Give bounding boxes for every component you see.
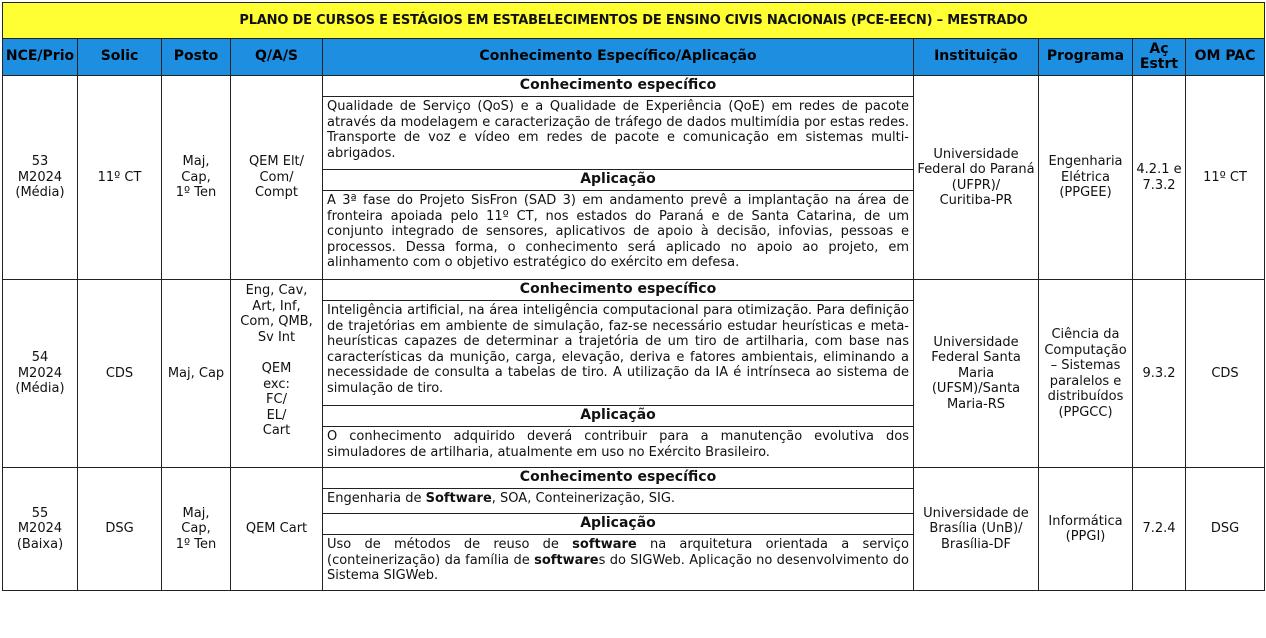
text-part-bold: software	[572, 537, 637, 552]
header-qas: Q/A/S	[231, 39, 323, 76]
cell-conhecimento-text: Inteligência artificial, na área inteligência computacional para otimização. Para definição de trajetórias em ambiente de simulação, faz-se necessário estudar heurísticas e meta-heurísticas capazes de determinar a trajetória de um tiro de artilharia, com base nas características da munição, carga, elevação, deriva e fatores ambientais, eliminando a necessidade de consulta a tabelas de tiro. A utilização da IA é intrínseca ao sistema de simulação de tiro.	[323, 301, 914, 406]
text-part: Uso de métodos de reuso de	[327, 537, 573, 552]
cell-ompac: DSG	[1186, 468, 1265, 591]
cell-posto: Maj, Cap, 1º Ten	[162, 76, 231, 280]
cell-ompac: 11º CT	[1186, 76, 1265, 280]
cell-solic: DSG	[78, 468, 162, 591]
label-aplicacao: Aplicação	[323, 406, 914, 427]
cell-instituicao: Universidade de Brasília (UnB)/ Brasília-DF	[914, 468, 1039, 591]
table-row	[3, 280, 1265, 301]
text-part-bold: Software	[425, 491, 492, 506]
cell-nce: 53 M2024 (Média)	[3, 76, 78, 280]
cell-acestrt: 4.2.1 e 7.3.2	[1133, 76, 1186, 280]
header-posto: Posto	[162, 39, 231, 76]
table-row	[3, 468, 1265, 489]
qas-qem: QEM exc: FC/ EL/ Cart	[261, 361, 292, 438]
cell-acestrt: 9.3.2	[1133, 280, 1186, 468]
cell-conhecimento-text: Qualidade de Serviço (QoS) e a Qualidade de Experiência (QoE) em redes de pacote através da modelagem e caracterização de tráfego de dados multimídia por estas redes. Transporte de voz e vídeo em redes de pacote e comunicação em sistemas multi-abrigados.	[323, 97, 914, 170]
text-part: s do SIGWeb. Aplicação no desenvolvimento do Sistema SIGWeb.	[327, 552, 909, 583]
cell-instituicao: Universidade Federal do Paraná (UFPR)/ Curitiba-PR	[914, 76, 1039, 280]
cell-qas: QEM Elt/ Com/ Compt	[231, 76, 323, 280]
cell-acestrt: 7.2.4	[1133, 468, 1186, 591]
text-part-bold: software	[534, 552, 599, 568]
label-conhecimento: Conhecimento específico	[323, 76, 914, 97]
label-conhecimento: Conhecimento específico	[323, 280, 914, 301]
cell-conhecimento-text	[323, 489, 914, 514]
header-ompac: OM PAC	[1186, 39, 1265, 76]
cell-aplicacao-text	[323, 535, 914, 591]
cell-programa: Ciência da Computação – Sistemas paralelos e distribuídos (PPGCC)	[1039, 280, 1133, 468]
cell-solic: 11º CT	[78, 76, 162, 280]
cell-solic: CDS	[78, 280, 162, 468]
cell-instituicao: Universidade Federal Santa Maria (UFSM)/Santa Maria-RS	[914, 280, 1039, 468]
header-instituicao: Instituição	[914, 39, 1039, 76]
course-plan-table	[2, 2, 1265, 591]
cell-ompac: CDS	[1186, 280, 1265, 468]
cell-aplicacao-text: O conhecimento adquirido deverá contribuir para a manutenção evolutiva dos simuladores de artilharia, atualmente em uso no Exército Brasileiro.	[323, 427, 914, 468]
qas-branches: Eng, Cav, Art, Inf, Com, QMB, Sv Int	[240, 283, 313, 345]
cell-nce: 55 M2024 (Baixa)	[3, 468, 78, 591]
header-solic: Solic	[78, 39, 162, 76]
header-nce: NCE/Prio	[3, 39, 78, 76]
label-conhecimento: Conhecimento específico	[323, 468, 914, 489]
text-part: Engenharia de	[327, 491, 426, 506]
cell-posto: Maj, Cap	[162, 280, 231, 468]
cell-programa: Engenharia Elétrica (PPGEE)	[1039, 76, 1133, 280]
cell-aplicacao-text: A 3ª fase do Projeto SisFron (SAD 3) em andamento prevê a implantação na área de fronteira apoiada pelo 11º CT, nos estados do Paraná e de Santa Catarina, de um conjunto integrado de sensores, aplicativos de apoio à decisão, infovias, pessoas e processos. Dessa forma, o conhecimento será aplicado no apoio ao projeto, em alinhamento com o objetivo estratégico do exército em defesa.	[323, 191, 914, 280]
text-part: , SOA, Conteinerização, SIG.	[491, 491, 676, 506]
cell-qas: QEM Cart	[231, 468, 323, 591]
label-aplicacao: Aplicação	[323, 170, 914, 191]
cell-programa: Informática (PPGI)	[1039, 468, 1133, 591]
table-title: PLANO DE CURSOS E ESTÁGIOS EM ESTABELECIMENTOS DE ENSINO CIVIS NACIONAIS (PCE-EECN) – MESTRADO	[3, 3, 1265, 39]
cell-posto: Maj, Cap, 1º Ten	[162, 468, 231, 591]
header-acestrt: Aç Estrt	[1133, 39, 1186, 76]
table-row	[3, 76, 1265, 97]
label-aplicacao: Aplicação	[323, 514, 914, 535]
text-part: na arquitetura orientada a serviço (conteinerização) da família de	[327, 537, 910, 568]
cell-qas	[231, 280, 323, 468]
header-programa: Programa	[1039, 39, 1133, 76]
cell-nce: 54 M2024 (Média)	[3, 280, 78, 468]
header-conhecimento: Conhecimento Específico/Aplicação	[323, 39, 914, 76]
header-row	[3, 39, 1265, 76]
